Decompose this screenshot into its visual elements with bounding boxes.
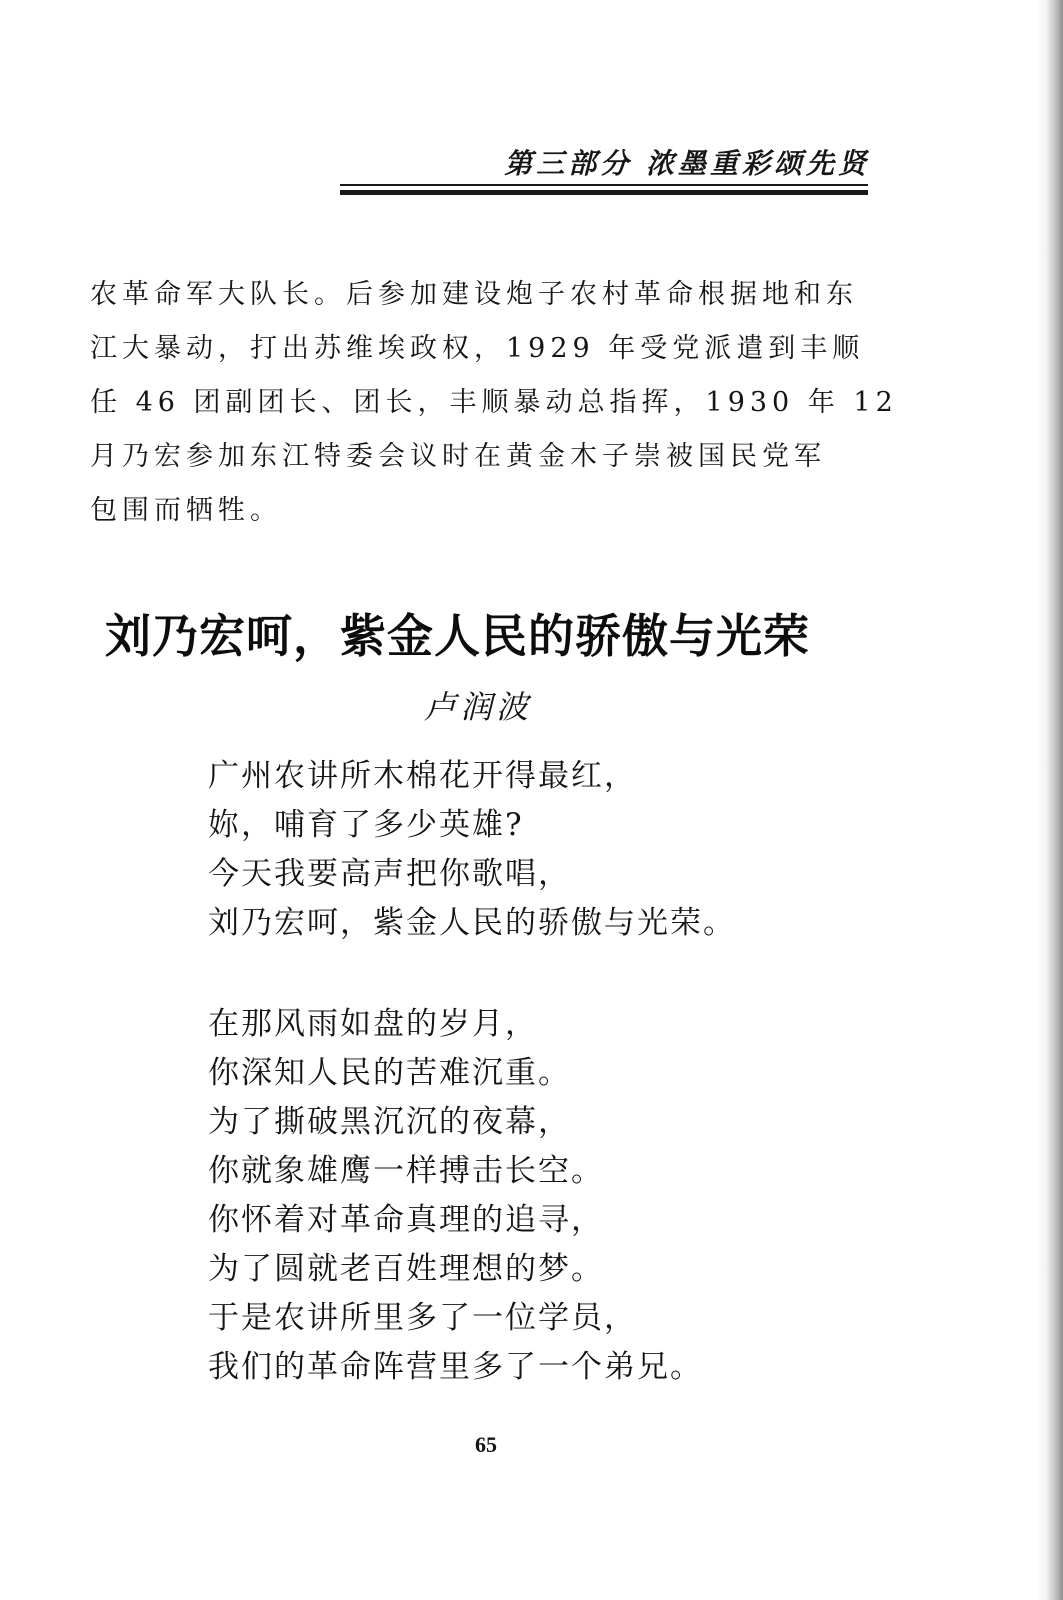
intro-line: 包围而牺牲。 xyxy=(90,495,282,526)
verse-line: 为了圆就老百姓理想的梦。 xyxy=(208,1251,604,1287)
intro-paragraph xyxy=(90,268,898,538)
page-edge-shadow xyxy=(1037,0,1063,1600)
intro-line: 月乃宏参加东江特委会议时在黄金木子崇被国民党军 xyxy=(90,441,826,472)
verse-line: 于是农讲所里多了一位学员， xyxy=(208,1300,637,1336)
poem-title: 刘乃宏呵，紫金人民的骄傲与光荣 xyxy=(105,609,810,663)
header-rule-thick xyxy=(340,190,868,195)
verse-line: 刘乃宏呵，紫金人民的骄傲与光荣。 xyxy=(208,905,736,941)
verse-line: 你就象雄鹰一样搏击长空。 xyxy=(208,1153,604,1189)
running-header: 第三部分 浓墨重彩颂先贤 xyxy=(504,147,870,180)
intro-line: 江大暴动，打出苏维埃政权，1929 年受党派遣到丰顺 xyxy=(90,333,865,364)
verse-line: 妳，哺育了多少英雄? xyxy=(208,807,524,843)
verse-line: 今天我要高声把你歌唱， xyxy=(208,856,571,892)
verse-line: 广州农讲所木棉花开得最红， xyxy=(208,758,637,794)
intro-line: 任 46 团副团长、团长，丰顺暴动总指挥，1930 年 12 xyxy=(90,387,898,418)
header-rule-thin xyxy=(340,184,868,186)
poem-author: 卢润波 xyxy=(424,688,533,726)
poem-stanza-1 xyxy=(208,752,848,948)
verse-line: 你怀着对革命真理的追寻， xyxy=(208,1202,604,1238)
intro-line: 农革命军大队长。后参加建设炮子农村革命根据地和东 xyxy=(90,279,858,310)
page-number: 65 xyxy=(475,1432,497,1457)
verse-line: 你深知人民的苦难沉重。 xyxy=(208,1055,571,1091)
verse-line: 在那风雨如盘的岁月， xyxy=(208,1006,538,1042)
verse-line: 为了撕破黑沉沉的夜幕， xyxy=(208,1104,571,1140)
verse-line: 我们的革命阵营里多了一个弟兄。 xyxy=(208,1349,703,1385)
poem-stanza-2 xyxy=(208,1000,848,1392)
